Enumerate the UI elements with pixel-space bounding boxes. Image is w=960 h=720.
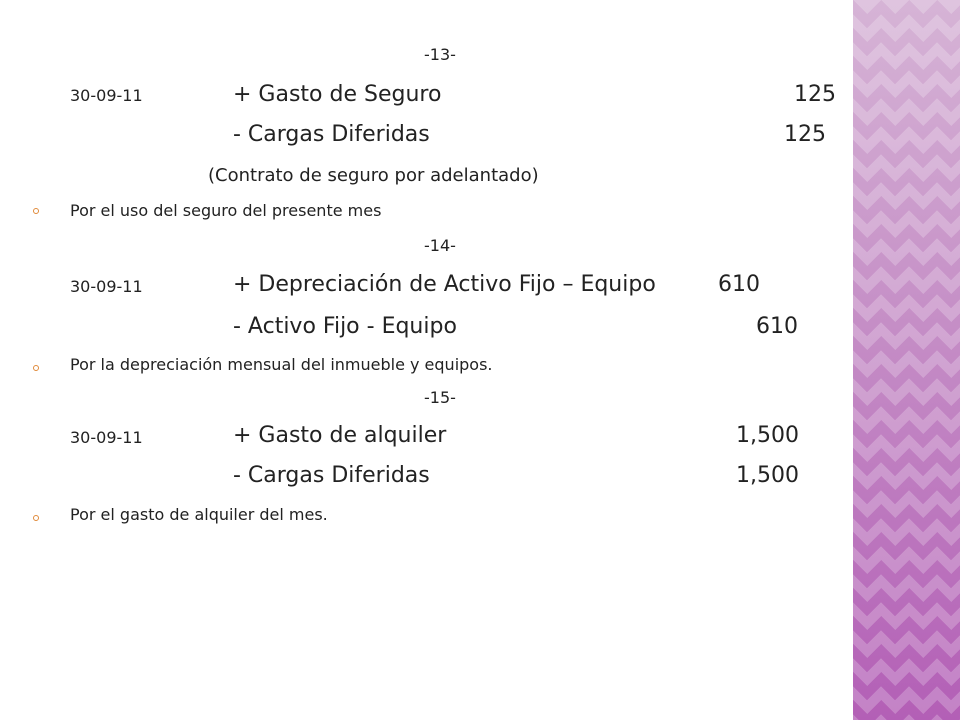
credit-amount: 1,500 — [736, 463, 799, 488]
debit-account: + Depreciación de Activo Fijo – Equipo — [233, 272, 656, 297]
entry-number: -13- — [424, 45, 456, 64]
entry-description: Por el uso del seguro del presente mes — [70, 201, 382, 220]
credit-amount: 125 — [784, 122, 826, 147]
credit-account: - Cargas Diferidas — [233, 463, 430, 488]
bullet-icon — [33, 515, 39, 521]
entry-note: (Contrato de seguro por adelantado) — [208, 165, 539, 186]
credit-amount: 610 — [756, 314, 798, 339]
credit-account: - Cargas Diferidas — [233, 122, 430, 147]
entry-description: Por el gasto de alquiler del mes. — [70, 505, 328, 524]
debit-account: + Gasto de Seguro — [233, 82, 442, 107]
debit-amount: 610 — [718, 272, 760, 297]
debit-account: + Gasto de alquiler — [233, 423, 447, 448]
bullet-icon — [33, 365, 39, 371]
debit-amount: 125 — [794, 82, 836, 107]
decorative-sidebar — [853, 0, 960, 720]
credit-account: - Activo Fijo - Equipo — [233, 314, 457, 339]
entry-description: Por la depreciación mensual del inmueble y equipos. — [70, 355, 493, 374]
entry-number: -14- — [424, 236, 456, 255]
debit-amount: 1,500 — [736, 423, 799, 448]
bullet-icon — [33, 208, 39, 214]
entry-date: 30-09-11 — [70, 428, 143, 447]
entry-number: -15- — [424, 388, 456, 407]
entry-date: 30-09-11 — [70, 86, 143, 105]
entry-date: 30-09-11 — [70, 277, 143, 296]
